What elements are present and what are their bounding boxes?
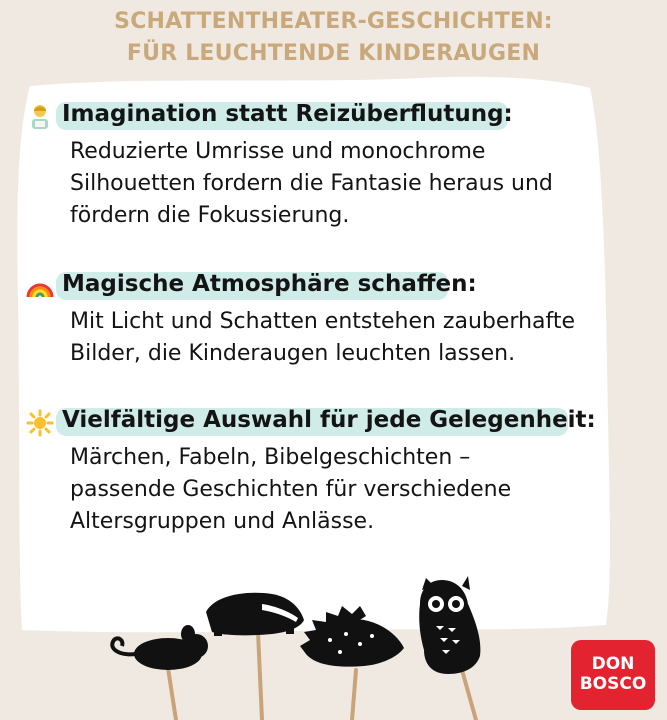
section-heading: Imagination statt Reizüberflutung: <box>62 101 513 127</box>
body-line: passende Geschichten für verschiedene <box>70 477 512 502</box>
section-body <box>26 306 626 370</box>
star-emoji-icon <box>26 409 54 437</box>
title-line-1: SCHATTENTHEATER-GESCHICHTEN: <box>114 9 553 34</box>
title-line-2: FÜR LEUCHTENDE KINDERAUGEN <box>126 41 541 66</box>
body-line: Bilder, die Kinderaugen leuchten lassen. <box>70 341 516 366</box>
logo-line-2: BOSCO <box>579 674 647 694</box>
section-selection <box>26 406 626 538</box>
logo-line-1: DON <box>591 654 635 674</box>
section-heading: Magische Atmosphäre schaffen: <box>62 271 477 297</box>
body-line: Mit Licht und Schatten entstehen zauberhafte <box>70 309 576 334</box>
don-bosco-logo <box>571 640 655 710</box>
rainbow-emoji-icon <box>26 273 54 301</box>
body-line: Altersgruppen und Anlässe. <box>70 509 375 534</box>
section-atmosphere <box>26 270 626 370</box>
body-line: Märchen, Fabeln, Bibelgeschichten – <box>70 445 471 470</box>
section-heading: Vielfältige Auswahl für jede Gelegenheit: <box>62 407 596 433</box>
section-imagination <box>26 100 626 232</box>
body-line: fördern die Fokussierung. <box>70 203 350 228</box>
person-reading-emoji-icon <box>26 103 54 131</box>
body-line: Silhouetten fordern die Fantasie heraus und <box>70 171 553 196</box>
section-body <box>26 136 626 232</box>
section-body <box>26 442 626 538</box>
page-title <box>0 6 667 70</box>
body-line: Reduzierte Umrisse und monochrome <box>70 139 486 164</box>
